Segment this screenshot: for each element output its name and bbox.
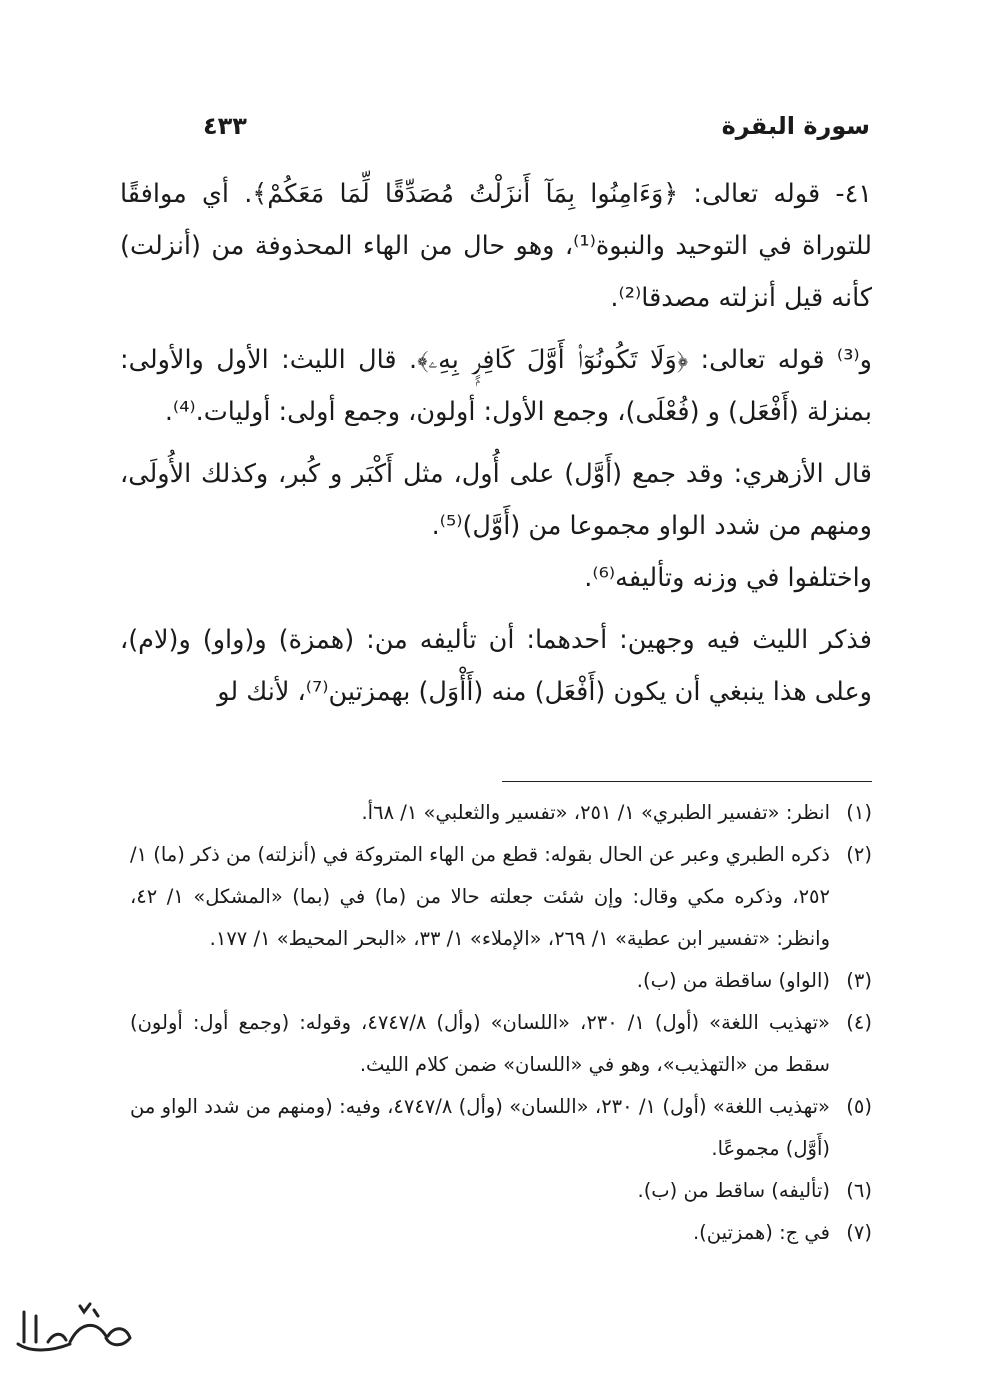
footnote-number: (٤) xyxy=(846,1011,872,1034)
footnote-text: (تأليفه) ساقط من (ب). xyxy=(637,1179,830,1202)
paragraph-ikhtalafu: واختلفوا في وزنه وتأليفه⁽⁶⁾. xyxy=(584,563,872,593)
footnote-number: (١) xyxy=(846,801,872,824)
footnote-text: انظر: «تفسير الطبري» ١/ ٢٥١، «تفسير والثعلبي» ١/ ٦٨أ. xyxy=(361,801,830,824)
footnote-number: (٥) xyxy=(846,1095,872,1118)
footnote-number: (٢) xyxy=(846,843,872,866)
footnote-text: (الواو) ساقطة من (ب). xyxy=(636,969,830,992)
footnote xyxy=(130,1086,872,1170)
footnote-text: في ج: (همزتين). xyxy=(692,1221,830,1244)
surah-title: سورة البقرة xyxy=(721,112,870,140)
paragraph-41: ٤١- قوله تعالى: ﴿وَءَامِنُوا بِمَآ أَنزَلْتُ مُصَدِّقًا لِّمَا مَعَكُمْ﴾. أي موافقًا للتوراة في التوحيد والنبوة⁽¹⁾، وهو حال من الهاء المحذوفة من (أنزلت) كأنه قيل أنزلته مصدقا⁽²⁾. xyxy=(120,179,872,313)
footnote xyxy=(130,1002,872,1086)
footnotes xyxy=(130,792,872,1254)
paragraph-azhari: قال الأزهري: وقد جمع (أَوَّل) على أُول، مثل أَكْبَر و كُبر، وكذلك الأُولَى، ومنهم من شدد الواو مجموعا من (أَوَّل)⁽⁵⁾. xyxy=(120,459,872,541)
footnote-number: (٦) xyxy=(846,1179,872,1202)
main-text xyxy=(120,168,872,718)
page-number: ٤٣٣ xyxy=(203,112,247,140)
footnote xyxy=(130,834,872,960)
page-header xyxy=(135,112,870,152)
footnote-number: (٣) xyxy=(846,969,872,992)
footnote-text: ذكره الطبري وعبر عن الحال بقوله: قطع من الهاء المتروكة في (أنزلته) من ذكر (ما) ١/ ٢٥٢، وذكره مكي وقال: وإن شئت جعلته حالا من (ما) في (بما) «المشكل» ١/ ٤٢، وانظر: «تفسير ابن عطية» ١/ ٢٦٩، «الإملاء» ١/ ٣٣، «البحر المحيط» ١/ ١٧٧. xyxy=(130,843,830,950)
footnote xyxy=(130,792,872,834)
footnote xyxy=(130,1170,872,1212)
footnote xyxy=(130,1212,872,1254)
paragraph-la-takunu: و⁽³⁾ قوله تعالى: ﴿وَلَا تَكُونُوٓا۟ أَوَّلَ كَافِرٍۭ بِهِۦ﴾. قال الليث: الأول والأولى: بمنزلة (أَفْعَل) و (فُعْلَى)، وجمع الأول: أولون، وجمع أولى: أوليات.⁽⁴⁾. xyxy=(120,345,872,427)
footnote-text: «تهذيب اللغة» (أول) ١/ ٢٣٠، «اللسان» (وأل) ٤٧٤٧/٨، وقوله: (وجمع أول: أولون) سقط من «التهذيب»، وهو في «اللسان» ضمن كلام الليث. xyxy=(130,1011,830,1076)
paragraph-layth: فذكر الليث فيه وجهين: أحدهما: أن تأليفه من: (همزة) و(واو) و(لام)، وعلى هذا ينبغي أن يكون (أَفْعَل) منه (أَأْوَل) بهمزتين⁽⁷⁾، لأنك لو xyxy=(120,625,872,707)
calligraphy-stamp-logo xyxy=(10,1292,140,1364)
footnote-text: «تهذيب اللغة» (أول) ١/ ٢٣٠، «اللسان» (وأل) ٤٧٤٧/٨، وفيه: (ومنهم من شدد الواو من (أَوَّل) مجموعًا. xyxy=(130,1095,830,1160)
footnote-number: (٧) xyxy=(846,1221,872,1244)
footnote-separator xyxy=(502,781,872,782)
footnote xyxy=(130,960,872,1002)
